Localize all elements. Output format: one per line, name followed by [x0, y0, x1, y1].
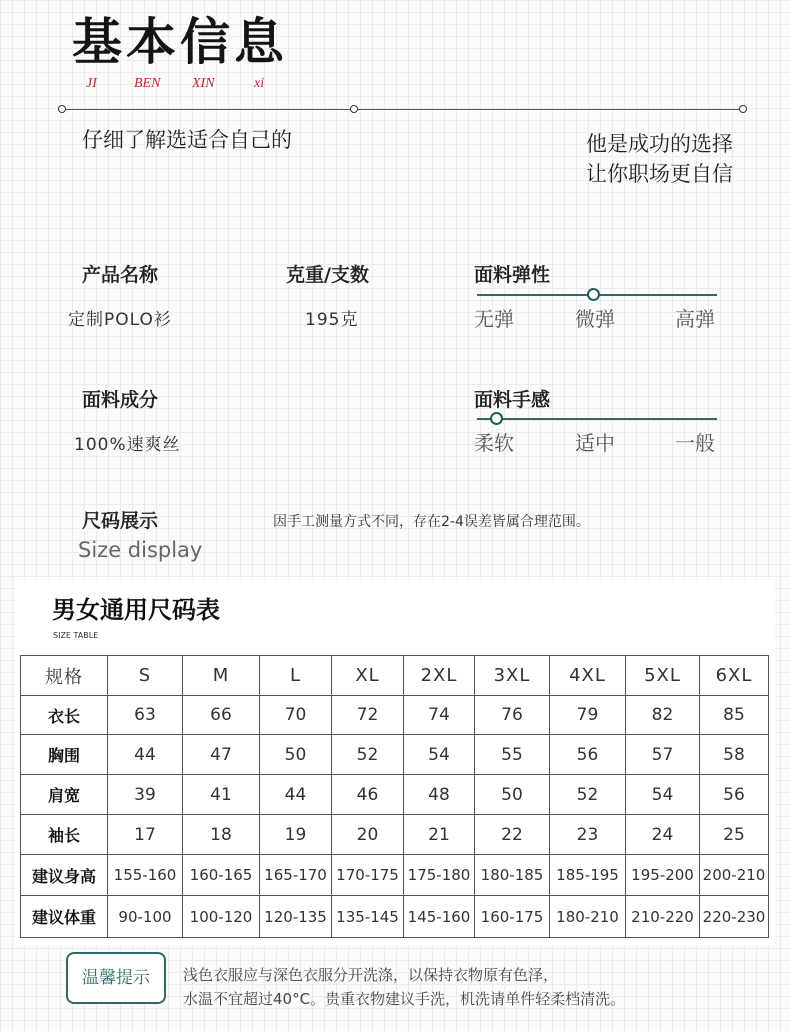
table-cell: 200-210 [700, 855, 769, 896]
header-cell: 规格 [21, 656, 108, 696]
table-cell: 24 [626, 815, 700, 855]
elasticity-option-slight: 微弹 [575, 307, 615, 331]
table-cell: 185-195 [550, 855, 626, 896]
table-cell: 160-175 [475, 896, 550, 938]
divider-dot-middle [350, 105, 358, 113]
weight-label: 克重/支数 [286, 264, 369, 286]
table-cell: 20 [332, 815, 404, 855]
row-label: 肩宽 [21, 775, 108, 815]
table-cell: 63 [108, 696, 183, 735]
header-cell: XL [332, 656, 404, 696]
pinyin-xi: xi [254, 76, 265, 91]
table-cell: 170-175 [332, 855, 404, 896]
table-cell: 76 [475, 696, 550, 735]
table-cell: 160-165 [183, 855, 260, 896]
table-cell: 180-185 [475, 855, 550, 896]
table-cell: 46 [332, 775, 404, 815]
table-cell: 72 [332, 696, 404, 735]
product-name-label: 产品名称 [82, 264, 159, 286]
table-cell: 120-135 [260, 896, 332, 938]
weight-value: 195克 [305, 310, 359, 330]
divider-dot-right [739, 105, 747, 113]
header-cell: L [260, 656, 332, 696]
table-cell: 48 [404, 775, 475, 815]
header-cell: 6XL [700, 656, 769, 696]
tagline-left: 仔细了解选适合自己的 [82, 128, 292, 152]
divider-dot-left [58, 105, 66, 113]
table-row [21, 735, 769, 775]
hand-feel-scale-track [477, 418, 717, 420]
table-cell: 100-120 [183, 896, 260, 938]
table-cell: 220-230 [700, 896, 769, 938]
pinyin-ji: JI [86, 76, 97, 91]
table-cell: 50 [260, 735, 332, 775]
elasticity-label: 面料弹性 [474, 264, 551, 286]
table-cell: 39 [108, 775, 183, 815]
elasticity-scale-marker [587, 288, 600, 301]
table-cell: 135-145 [332, 896, 404, 938]
row-label: 胸围 [21, 735, 108, 775]
table-row [21, 815, 769, 855]
tagline-right-2: 让你职场更自信 [586, 162, 733, 186]
table-cell: 17 [108, 815, 183, 855]
table-cell: 155-160 [108, 855, 183, 896]
composition-value: 100%速爽丝 [74, 435, 181, 455]
tips-line-2: 水温不宜超过40°C。贵重衣物建议手洗，机洗请单件轻柔档清洗。 [183, 990, 626, 1008]
table-cell: 79 [550, 696, 626, 735]
table-cell: 70 [260, 696, 332, 735]
table-cell: 82 [626, 696, 700, 735]
measurement-note: 因手工测量方式不同，存在2-4误差皆属合理范围。 [273, 514, 590, 530]
tips-line-1: 浅色衣服应与深色衣服分开洗涤，以保持衣物原有色泽， [183, 966, 559, 984]
table-row [21, 855, 769, 896]
row-label: 建议体重 [21, 896, 108, 938]
row-label: 衣长 [21, 696, 108, 735]
header-cell: 2XL [404, 656, 475, 696]
header-cell: S [108, 656, 183, 696]
table-row [21, 696, 769, 735]
table-cell: 54 [404, 735, 475, 775]
hand-feel-option-normal: 一般 [675, 431, 715, 455]
table-cell: 52 [550, 775, 626, 815]
table-cell: 195-200 [626, 855, 700, 896]
tips-badge: 温馨提示 [66, 952, 166, 1004]
table-cell: 55 [475, 735, 550, 775]
hand-feel-label: 面料手感 [474, 389, 551, 411]
header-cell: M [183, 656, 260, 696]
table-cell: 145-160 [404, 896, 475, 938]
table-cell: 25 [700, 815, 769, 855]
composition-label: 面料成分 [82, 389, 159, 411]
table-cell: 52 [332, 735, 404, 775]
size-display-label: 尺码展示 [82, 510, 159, 532]
row-label: 袖长 [21, 815, 108, 855]
table-cell: 21 [404, 815, 475, 855]
size-table [20, 655, 769, 938]
table-row [21, 775, 769, 815]
hand-feel-scale-marker [490, 412, 503, 425]
size-table-subtitle: SIZE TABLE [53, 631, 99, 640]
pinyin-ben: BEN [134, 76, 161, 91]
table-cell: 44 [108, 735, 183, 775]
table-cell: 41 [183, 775, 260, 815]
hand-feel-option-soft: 柔软 [474, 431, 514, 455]
header-cell: 5XL [626, 656, 700, 696]
table-cell: 50 [475, 775, 550, 815]
table-cell: 165-170 [260, 855, 332, 896]
table-cell: 57 [626, 735, 700, 775]
table-cell: 44 [260, 775, 332, 815]
table-cell: 47 [183, 735, 260, 775]
row-label: 建议身高 [21, 855, 108, 896]
product-name-value: 定制POLO衫 [68, 310, 172, 330]
table-cell: 58 [700, 735, 769, 775]
table-cell: 22 [475, 815, 550, 855]
table-cell: 56 [700, 775, 769, 815]
table-cell: 19 [260, 815, 332, 855]
table-cell: 210-220 [626, 896, 700, 938]
table-cell: 66 [183, 696, 260, 735]
table-row [21, 896, 769, 938]
table-cell: 18 [183, 815, 260, 855]
elasticity-option-high: 高弹 [675, 307, 715, 331]
size-table-title: 男女通用尺码表 [52, 596, 220, 624]
header-cell: 4XL [550, 656, 626, 696]
pinyin-xin: XIN [192, 76, 215, 91]
header-cell: 3XL [475, 656, 550, 696]
table-cell: 74 [404, 696, 475, 735]
table-cell: 23 [550, 815, 626, 855]
elasticity-option-none: 无弹 [474, 307, 514, 331]
header-divider [62, 109, 744, 110]
table-cell: 54 [626, 775, 700, 815]
table-cell: 175-180 [404, 855, 475, 896]
table-cell: 85 [700, 696, 769, 735]
page-title: 基本信息 [72, 12, 288, 71]
table-cell: 56 [550, 735, 626, 775]
table-cell: 90-100 [108, 896, 183, 938]
tagline-right-1: 他是成功的选择 [586, 132, 733, 156]
size-display-english: Size display [78, 538, 203, 562]
table-cell: 180-210 [550, 896, 626, 938]
hand-feel-option-medium: 适中 [575, 431, 615, 455]
size-table-header-row [21, 656, 769, 696]
